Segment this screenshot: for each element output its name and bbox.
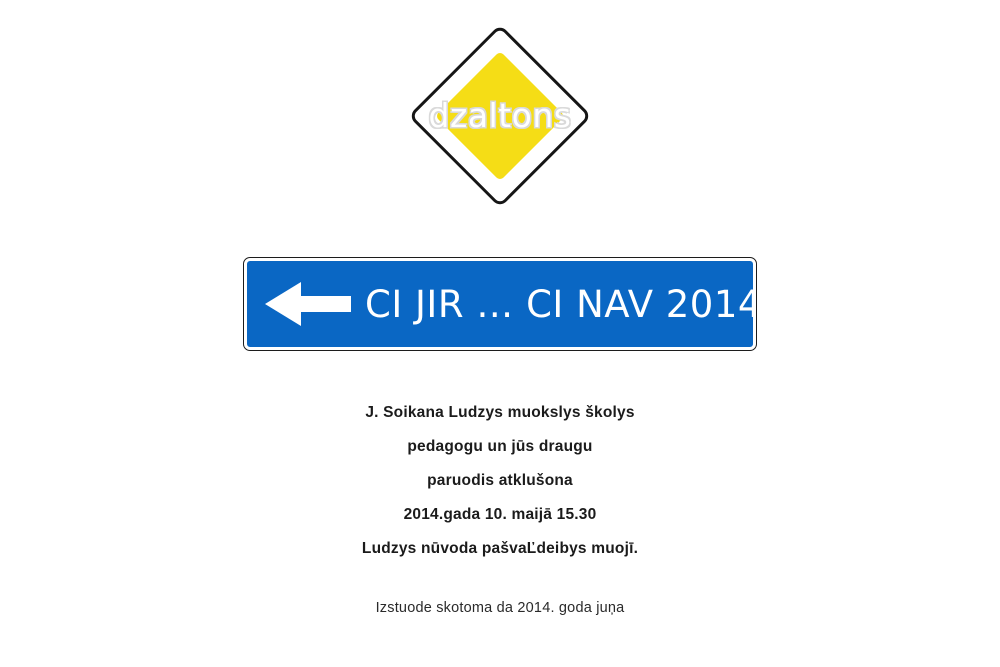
exhibition-footnote: Izstuode skotoma da 2014. goda juņa [375, 600, 625, 616]
invitation-line-3: paruodis atklušona [427, 472, 573, 489]
arrow-head [265, 282, 301, 326]
invitation-line-2: pedagogu un jūs draugu [407, 438, 593, 455]
direction-sign-panel [244, 258, 762, 350]
arrow-shaft [297, 296, 351, 312]
left-arrow-icon [265, 282, 351, 326]
priority-sign-word: dzaltons [428, 96, 572, 135]
direction-sign-text: CI JIR … CI NAV 2014 [365, 282, 762, 326]
invitation-line-1: J. Soikana Ludzys muokslys školys [365, 404, 635, 421]
priority-road-sign [406, 22, 594, 210]
invitation-line-4: 2014.gada 10. maijā 15.30 [403, 506, 597, 523]
invitation-text [362, 396, 638, 566]
direction-sign [244, 258, 762, 350]
invitation-line-5: Ludzys nūvoda pašvaĽdeibys muojī. [361, 540, 639, 557]
